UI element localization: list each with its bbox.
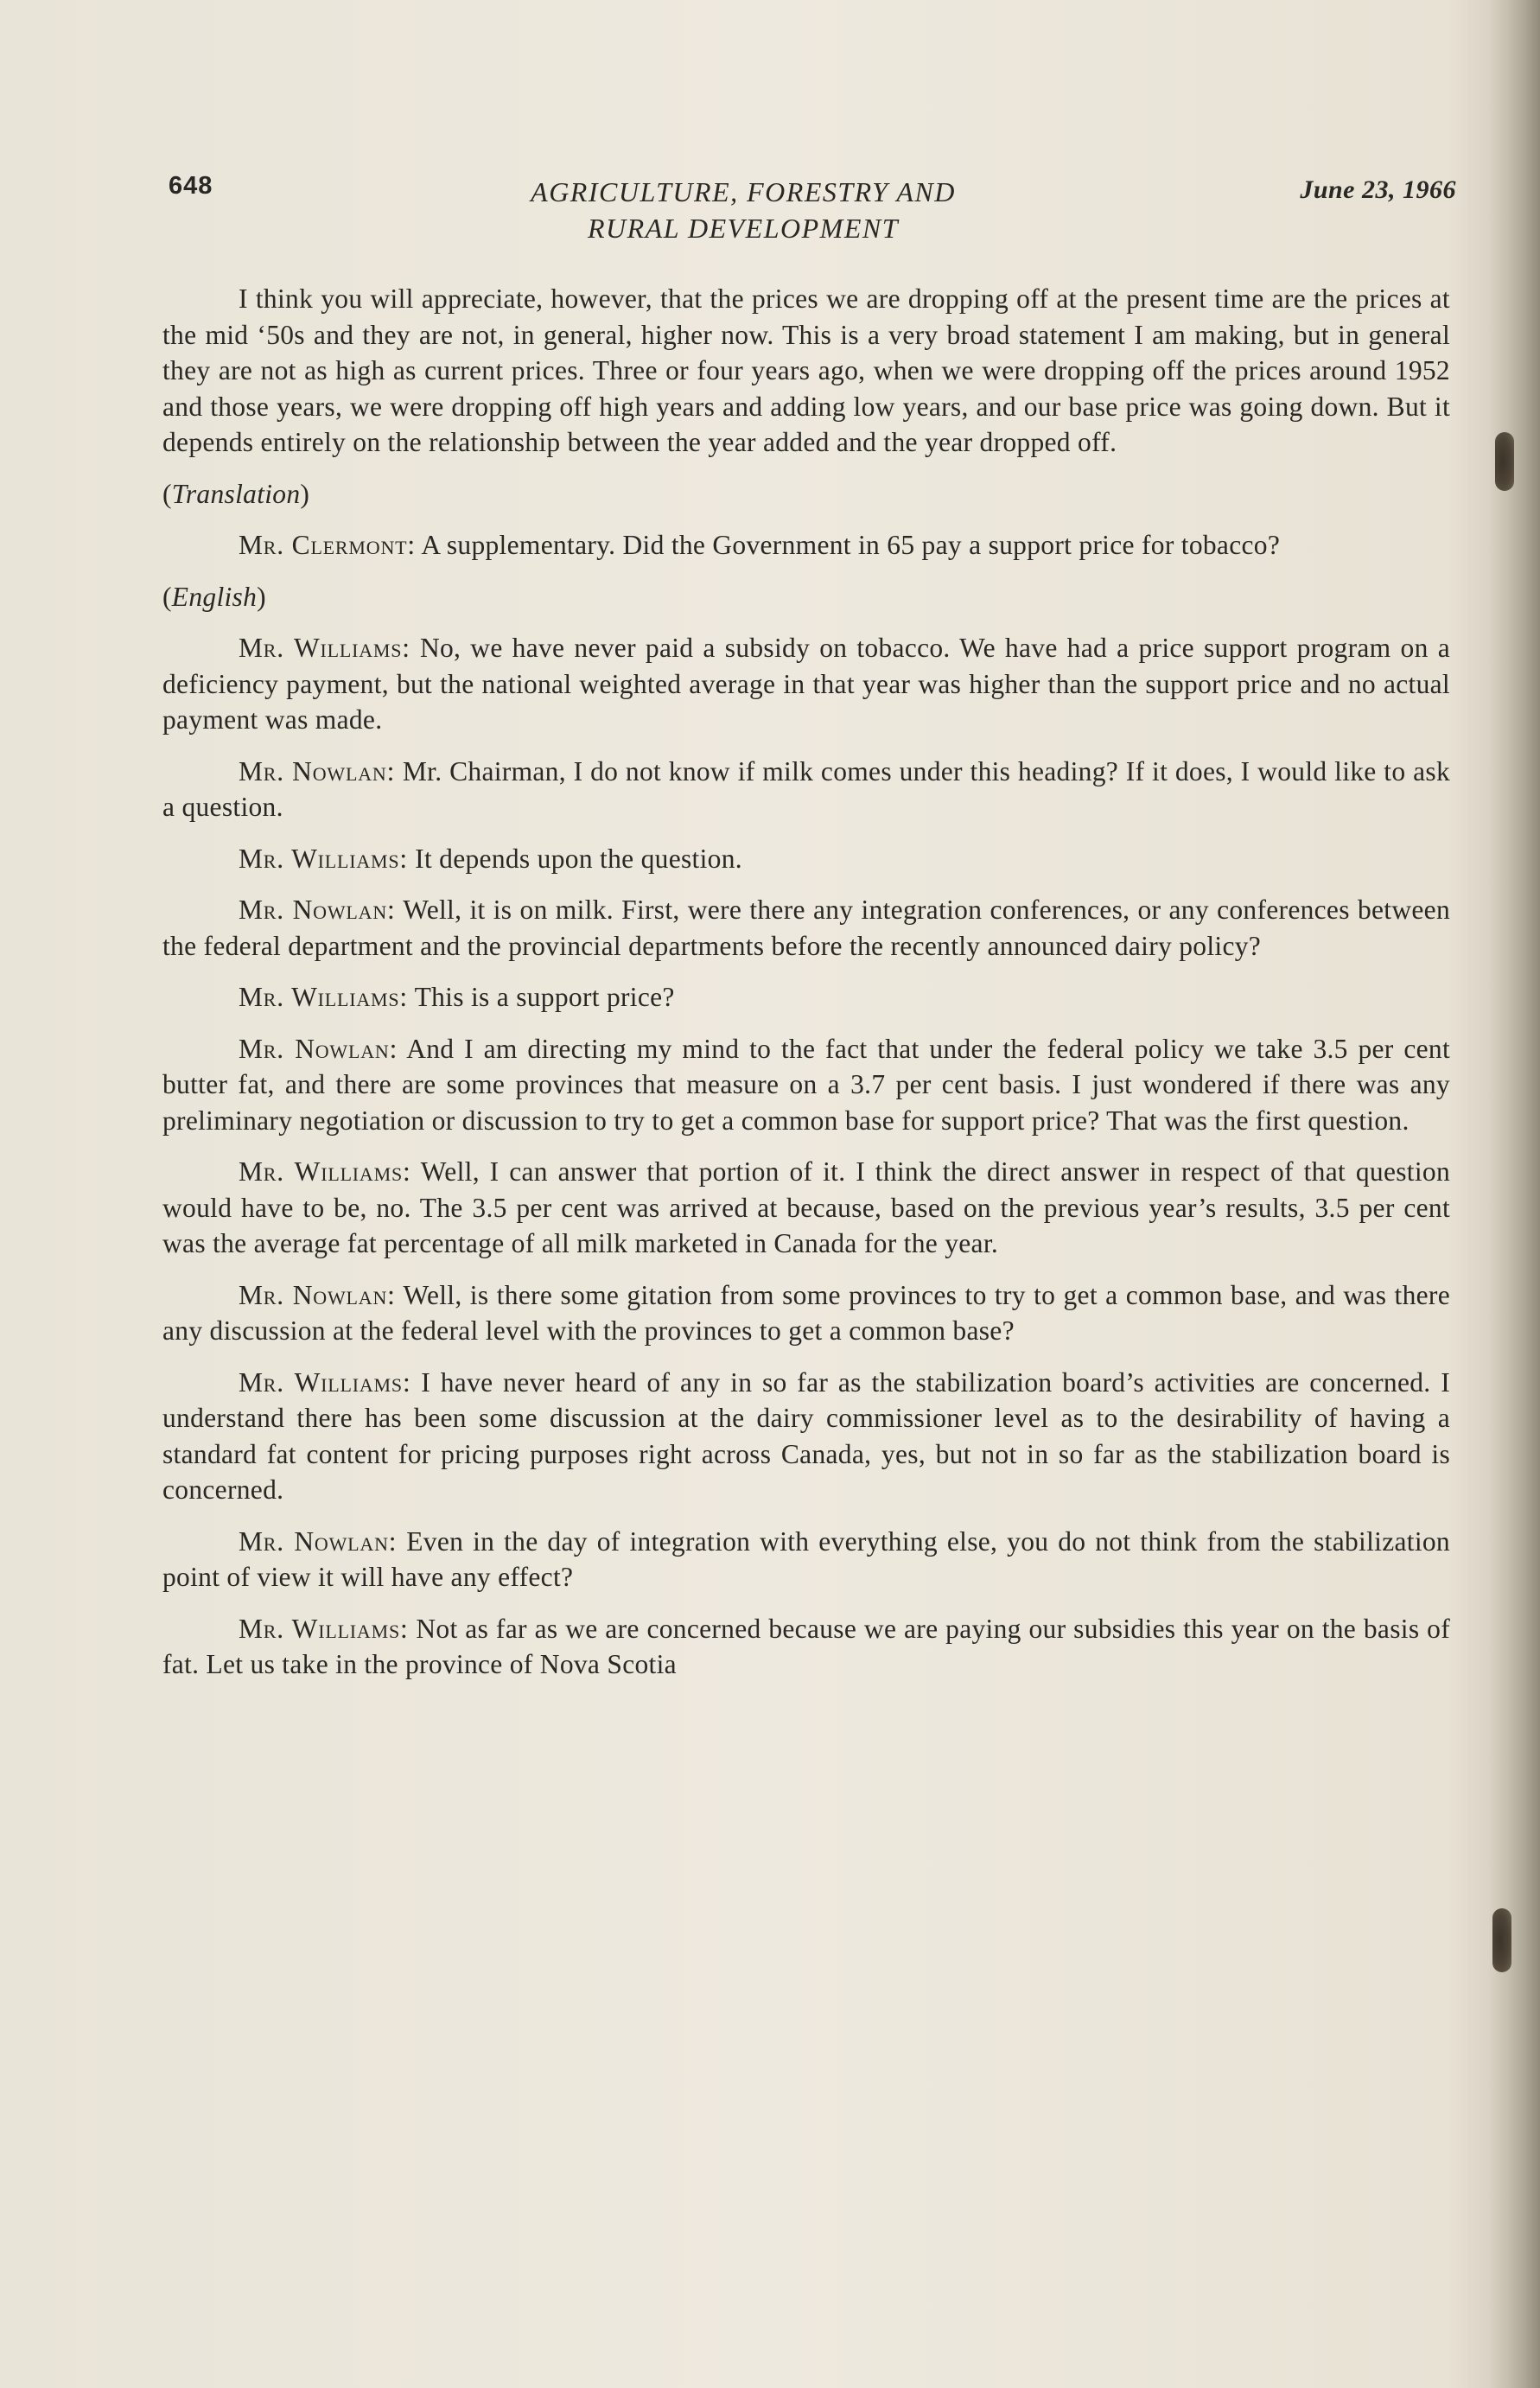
transcript-body	[162, 281, 1450, 1698]
speaker-name: Mr. Williams:	[239, 982, 408, 1012]
english-note: (English)	[162, 581, 266, 612]
paragraph-10	[162, 1277, 1450, 1349]
paragraph-11	[162, 1365, 1450, 1508]
speaker-name: Mr. Clermont:	[239, 530, 416, 560]
binding-ring-top	[1495, 432, 1514, 491]
english-note-label: English	[171, 581, 258, 612]
speech-text: I have never heard of any in so far as the stabilization board’s activities are concerned. I understand there has been some discussion at the dairy commissioner level as to the desirability of having a standard fat content for pricing purposes right across Canada, yes, but not in so far as the stabilization board is concerned.	[162, 1366, 1450, 1505]
running-title	[462, 174, 1024, 246]
speech-text: And I am directing my mind to the fact that under the federal policy we take 3.5 per cent butter fat, and there are some provinces that measure on a 3.7 per cent basis. I just wondered if there was any preliminary negotiation or discussion to try to get a common base for support price? That was the first question.	[162, 1033, 1450, 1136]
speaker-name: Mr. Williams:	[239, 1156, 411, 1187]
paragraph-12	[162, 1524, 1450, 1595]
binding-ring-bottom	[1492, 1908, 1511, 1972]
translation-note: (Translation)	[162, 478, 310, 509]
speech-text: Even in the day of integration with everything else, you do not think from the stabilization point of view it will have any effect?	[162, 1525, 1450, 1592]
paragraph-1: I think you will appreciate, however, that the prices we are dropping off at the present time are the prices at the mid ‘50s and they are not, in general, higher now. This is a very broad statement I am making, but in general they are not as high as current prices. Three or four years ago, when we were dropping off the prices around 1952 and those years, we were dropping off high years and adding low years, and our base price was going down. But it depends entirely on the relationship between the year added and the year dropped off.	[162, 283, 1450, 457]
speaker-name: Mr. Williams:	[239, 843, 408, 874]
speech-text: Well, is there some gitation from some provinces to try to get a common base, and was there any discussion at the federal level with the provinces to get a common base?	[162, 1279, 1450, 1346]
speech-text: Well, I can answer that portion of it. I think the direct answer in respect of that question would have to be, no. The 3.5 per cent was arrived at because, based on the previous year’s results, 3.5 per cent was the average fat percentage of all milk marketed in Canada for the year.	[162, 1156, 1450, 1258]
page-number: 648	[169, 172, 213, 200]
speech-text: A supplementary. Did the Government in 65 pay a support price for tobacco?	[421, 530, 1281, 560]
speaker-name: Mr. Williams:	[239, 1366, 411, 1398]
paragraph-2	[162, 527, 1450, 564]
speech-text: Mr. Chairman, I do not know if milk comes under this heading? If it does, I would like to ask a question.	[162, 755, 1450, 822]
page-binding-shadow	[1488, 0, 1540, 2388]
speaker-name: Mr. Nowlan:	[239, 755, 396, 786]
paragraph-3	[162, 630, 1450, 738]
speech-text: No, we have never paid a subsidy on tobacco. We have had a price support program on a deficiency payment, but the national weighted average in that year was higher than the support price and no actual payment was made.	[162, 633, 1450, 735]
speech-text: It depends upon the question.	[415, 843, 742, 874]
speaker-name: Mr. Williams:	[239, 633, 410, 663]
paragraph-13	[162, 1611, 1450, 1683]
speaker-name: Mr. Nowlan:	[239, 1525, 398, 1557]
paragraph-9	[162, 1154, 1450, 1262]
speaker-name: Mr. Nowlan:	[239, 1033, 398, 1064]
running-title-line-2: RURAL DEVELOPMENT	[587, 213, 899, 244]
page-header	[169, 169, 1456, 255]
running-title-line-1: AGRICULTURE, FORESTRY AND	[531, 176, 956, 207]
speaker-name: Mr. Nowlan:	[239, 895, 396, 925]
paragraph-7	[162, 979, 1450, 1016]
paragraph-6	[162, 892, 1450, 964]
header-date: June 23, 1966	[1300, 175, 1456, 204]
speech-text: Not as far as we are concerned because we are paying our subsidies this year on the basis of fat. Let us take in the province of Nova Scotia	[162, 1613, 1450, 1679]
paragraph-4	[162, 754, 1450, 825]
speech-text: Well, it is on milk. First, were there any integration conferences, or any conferences between the federal department and the provincial departments before the recently announced dairy policy?	[162, 895, 1450, 961]
paragraph-8	[162, 1031, 1450, 1139]
translation-note-label: Translation	[171, 478, 301, 509]
speaker-name: Mr. Williams:	[239, 1613, 409, 1644]
speaker-name: Mr. Nowlan:	[239, 1279, 396, 1310]
paragraph-5	[162, 841, 1450, 877]
speech-text: This is a support price?	[414, 982, 675, 1012]
